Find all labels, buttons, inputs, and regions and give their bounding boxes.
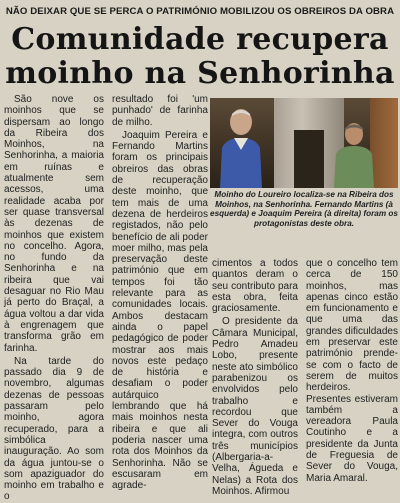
headline-line-1: Comunidade recupera	[11, 22, 389, 57]
headline-line-2: moinho na Senhorinha	[5, 56, 395, 91]
person-left	[216, 104, 266, 188]
paragraph: resultado foi 'um punhado' de farinha de milho.	[112, 94, 208, 128]
paragraph: Joaquim Pereira e Fernando Martins foram os principais obreiros das obras de recuperação deste moinho, que tem mais de uma dezena de herdeiros registados, não pelo benefício de ali poder moer milho, mas pela preservação deste património que em tempos foi tão relevante para as comunidades locais. Ambos destacam ainda o papel pedagógico de poder mostrar aos mais novos este pedaço de história e desafiam o poder autárquico lembrando que há mais moinhos nesta ribeira e que ali poderia nascer uma rota dos Moinhos da Senhorinha. Não se escusaram em agrade-	[112, 129, 208, 492]
paragraph: Na tarde do passado dia 9 de novembro, algumas dezenas de pessoas passaram pelo moinho, agora recuperado, para a simbólica inauguração. Ao som da água juntou-se o som apaziguador do moinho em trabalho e o	[4, 355, 104, 503]
article-column-1	[4, 94, 104, 503]
article-column-2	[112, 94, 208, 491]
paragraph: que o concelho tem cerca de 150 moinhos, mas apenas cinco estão em funcionamento e que uma das grandes dificuldades em preservar este património prende-se com o facto de serem de muitos herdeiros. Presentes estiveram também a vereadora Paula Coutinho e a presidente da Junta de Freguesia de Sever do Vouga, Maria Amaral.	[306, 258, 398, 484]
article-column-4	[306, 258, 398, 484]
paragraph: São nove os moinhos que se dispersam ao longo da Ribeira dos Moinhos, na Senhorinha, a maioria em ruínas e atualmente sem acessos, uma realidade acaba por ser quase transversal às dezenas de moinhos que existem no concelho. Agora, no fundo da Senhorinha e na ribeira que vai desaguar no Rio Mau já perto do Braçal, a água voltou a dar vida à engrenagem que transforma grão em farinha.	[4, 94, 104, 354]
paragraph: O presidente da Câmara Municipal, Pedro Amadeu Lobo, presente neste ato simbólico parabenizou os envolvidos pelo trabalho e recordou que Sever do Vouga integra, com outros três municípios (Albergaria-a-Velha, Águeda e Nelas) a Rota dos Moinhos. Afirmou	[212, 316, 298, 497]
article-column-3	[212, 258, 298, 497]
photo-caption: Moinho do Loureiro localiza-se na Ribeira dos Moinhos, na Senhorinha. Fernando Martins (à esquerda) e Joaquim Pereira (à direita) foram os protagonistas deste obra.	[210, 190, 398, 228]
article-kicker: NÃO DEIXAR QUE SE PERCA O PATRIMÓNIO MOBILIZOU OS OBREIROS DA OBRA	[5, 6, 395, 17]
article-photo	[210, 98, 398, 188]
paragraph: cimentos a todos quantos deram o seu contributo para esta obra, feita graciosamente.	[212, 258, 298, 315]
person-right	[330, 120, 378, 188]
mill-door	[294, 130, 324, 188]
